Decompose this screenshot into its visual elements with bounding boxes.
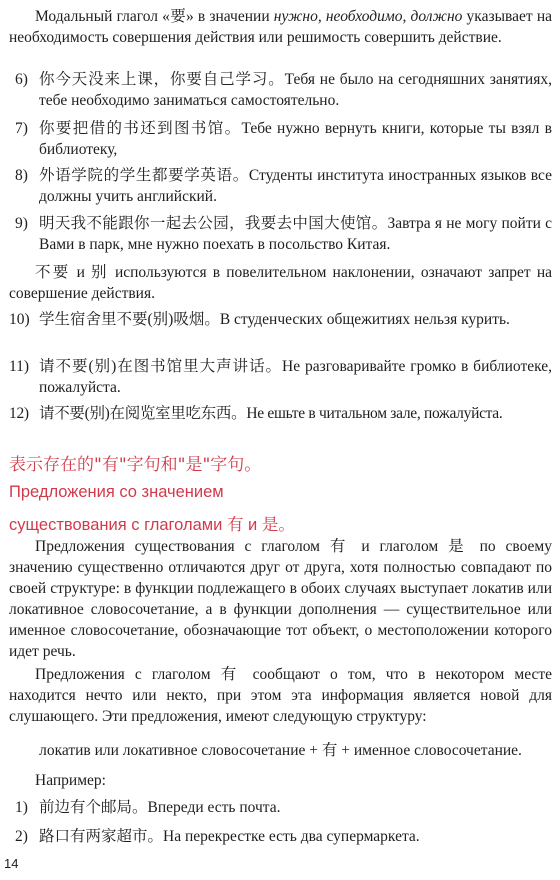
existence-paragraph-2: Предложения с глаголом 有 сообщают о том, что в некотором месте находится нечто или некто, при этом эта информация является новой для слушающего. Эти предложения, имеют следующую структуру:	[9, 666, 552, 725]
example-russian: Не ешьте в читальном зале, пожалуйста.	[246, 405, 503, 422]
example-label: Например:	[35, 772, 106, 789]
example-russian: Тебе нужно вернуть книги, которые ты взял в библиотеку,	[39, 120, 552, 158]
example-11	[9, 356, 552, 398]
example-1	[9, 797, 552, 818]
example-number: 12)	[9, 405, 29, 422]
example-chinese: 请不要(别)在阅览室里吃东西。	[39, 405, 247, 422]
example-12	[9, 403, 552, 424]
example-russian: Впереди есть почта.	[147, 799, 281, 816]
example-number: 8)	[15, 167, 28, 184]
example-russian: На перекрестке есть два супермаркета.	[163, 828, 420, 845]
intro-paragraph	[9, 6, 552, 48]
section-heading-russian-line1: Предложения со значением	[9, 483, 224, 501]
example-number: 9)	[15, 215, 28, 232]
example-chinese: 学生宿舍里不要(别)吸烟。	[39, 311, 220, 328]
intro-text-start: Модальный глагол «要» в значении	[35, 8, 274, 25]
example-10	[9, 309, 552, 330]
section-heading-chinese: 表示存在的"有"字句和"是"字句。	[9, 455, 262, 475]
intro-text-end: указывает на необходимость совершения действия или решимость совершить действие.	[9, 8, 552, 46]
example-number: 11)	[9, 358, 30, 375]
page-number: 14	[4, 856, 19, 871]
existence-paragraph-1: Предложения существования с глаголом 有 и глаголом 是 по своему значению существенно отличаются друг от друга, хотя полностью совпадают по своей структуре: в функции подлежащего в обоих случаях выступает локатив или локативное словосочетание, а в функции дополнения — существительное или именное словосочетание, обозначающие тот объект, о местоположении которого идет речь.	[9, 538, 552, 660]
example-russian: Тебя не было на сегодняшних занятиях, тебе необходимо заниматься самостоятельно.	[39, 71, 552, 109]
example-number: 1)	[15, 799, 28, 816]
example-russian: Студенты института иностранных языков все должны учить английский.	[39, 167, 552, 205]
example-7	[9, 118, 552, 160]
example-number: 10)	[9, 311, 30, 328]
example-chinese: 前边有个邮局。	[39, 799, 148, 816]
example-number: 6)	[15, 71, 28, 88]
example-chinese: 你今天没来上课，你要自己学习。	[39, 71, 285, 88]
example-chinese: 明天我不能跟你一起去公园，我要去中国大使馆。	[39, 215, 388, 232]
structure-formula: локатив или локативное словосочетание + 有 + именное словосочетание.	[39, 742, 522, 759]
example-6	[9, 69, 552, 111]
example-chinese: 你要把借的书还到图书馆。	[39, 120, 242, 137]
intro-emphasis: нужно, необходимо, должно	[273, 8, 463, 25]
example-9	[9, 213, 552, 255]
bie-paragraph: 不要 и 别 используются в повелительном наклонении, означают запрет на совершение действия.	[9, 264, 552, 302]
example-8	[9, 165, 552, 207]
example-chinese: 请不要(别)在图书馆里大声讲话。	[39, 358, 283, 375]
example-number: 7)	[15, 120, 28, 137]
example-russian: Не разговаривайте громко в библиотеке, пожалуйста.	[39, 358, 552, 396]
section-heading-russian-line2: существования с глаголами 有 и 是。	[9, 516, 295, 534]
example-chinese: 路口有两家超市。	[39, 828, 164, 845]
example-2	[9, 826, 552, 847]
example-russian: В студенческих общежитиях нельзя курить.	[219, 311, 510, 328]
example-russian: Завтра я не могу пойти с Вами в парк, мне нужно поехать в посольство Китая.	[39, 215, 552, 253]
example-number: 2)	[15, 828, 28, 845]
example-chinese: 外语学院的学生都要学英语。	[39, 167, 249, 184]
